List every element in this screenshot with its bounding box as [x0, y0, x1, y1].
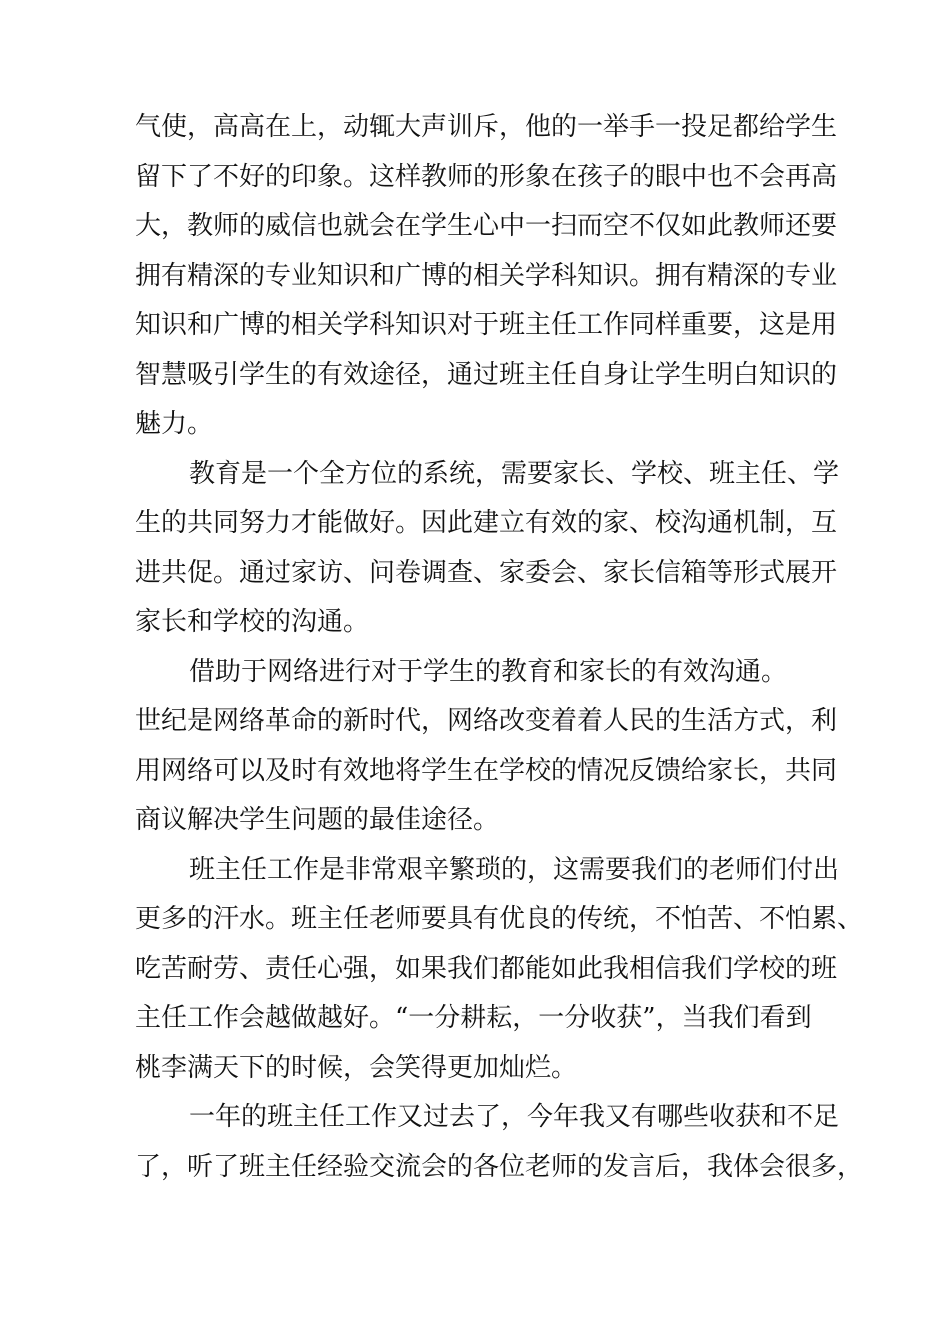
text-line: 气使，高高在上，动辄大声训斥，他的一举手一投足都给学生 [135, 112, 838, 142]
text-line: 知识和广博的相关学科知识对于班主任工作同样重要，这是用 [135, 310, 838, 340]
text-line: 主任工作会越做越好。“一分耕耘，一分收获”，当我们看到 [135, 1003, 812, 1033]
paragraph-start-line: 教育是一个全方位的系统，需要家长、学校、班主任、学 [189, 458, 840, 489]
text-line: 世纪是网络革命的新时代，网络改变着着人民的生活方式，利 [135, 706, 838, 736]
paragraph-start-line: 借助于网络进行对于学生的教育和家长的有效沟通。 [189, 656, 788, 687]
paragraph-start-line: 一年的班主任工作又过去了，今年我又有哪些收获和不足 [189, 1102, 840, 1132]
text-line: 留下了不好的印象。这样教师的形象在孩子的眼中也不会再高 [135, 161, 838, 192]
paragraph-start-line: 班主任工作是非常艰辛繁琐的，这需要我们的老师们付出 [189, 854, 840, 885]
text-line: 智慧吸引学生的有效途径，通过班主任自身让学生明白知识的 [135, 359, 838, 390]
text-line: 商议解决学生问题的最佳途径。 [135, 805, 500, 835]
text-line: 大，教师的威信也就会在学生心中一扫而空不仅如此教师还要 [135, 211, 838, 241]
text-line: 桃李满天下的时候，会笑得更加灿烂。 [135, 1052, 578, 1083]
text-line: 吃苦耐劳、责任心强，如果我们都能如此我相信我们学校的班 [135, 953, 838, 984]
text-line: 用网络可以及时有效地将学生在学校的情况反馈给家长，共同 [135, 755, 838, 786]
text-line: 家长和学校的沟通。 [135, 607, 370, 637]
text-line: 生的共同努力才能做好。因此建立有效的家、校沟通机制，互 [135, 508, 838, 538]
text-line: 进共促。通过家访、问卷调查、家委会、家长信箱等形式展开 [135, 557, 838, 588]
document-body [135, 103, 864, 1192]
text-line: 拥有精深的专业知识和广博的相关学科知识。拥有精深的专业 [135, 260, 838, 291]
text-line: 了，听了班主任经验交流会的各位老师的发言后，我体会很多， [135, 1151, 864, 1182]
text-line: 更多的汗水。班主任老师要具有优良的传统，不怕苦、不怕累、 [135, 904, 864, 934]
text-line: 魅力。 [135, 409, 214, 439]
